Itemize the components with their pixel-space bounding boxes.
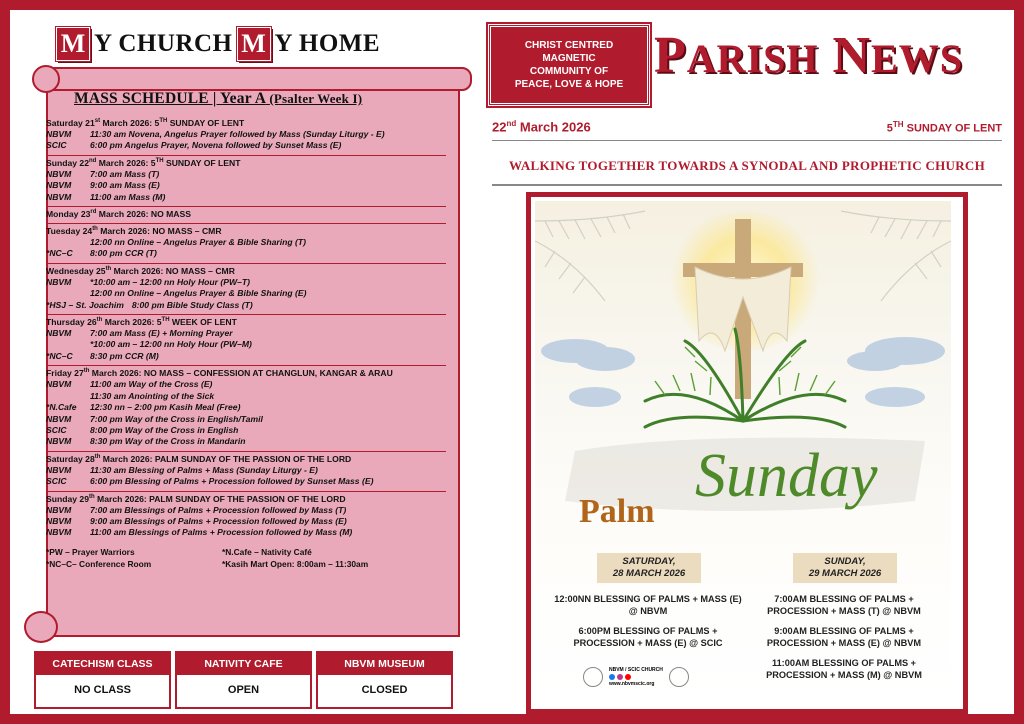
schedule-note: *Kasih Mart Open: 8:00am – 11:30am — [222, 558, 369, 569]
day-heading: Monday 23rd March 2026: NO MASS — [46, 209, 191, 220]
row-location: NBVM — [46, 527, 72, 538]
schedule-row — [46, 425, 446, 436]
day-heading: Wednesday 25th March 2026: NO MASS – CMR — [46, 265, 235, 276]
row-text: 6:00 pm Blessing of Palms + Procession followed by Sunset Mass (E) — [90, 476, 374, 487]
issue-date: 22nd March 2026 — [492, 119, 591, 135]
parish-news-title — [654, 26, 963, 85]
info-head-museum: NBVM MUSEUM — [318, 653, 451, 675]
row-text: 6:00 pm Angelus Prayer, Novena followed by Sunset Mass (E) — [90, 140, 342, 151]
row-location: NBVM — [46, 180, 72, 191]
info-head-catechism: CATECHISM CLASS — [36, 653, 169, 675]
day-heading: Saturday 21st March 2026: 5TH SUNDAY OF LENT — [46, 118, 245, 128]
newsletter-page — [10, 10, 1014, 714]
schedule-day — [46, 207, 446, 224]
row-text: 11:30 am Novena, Angelus Prayer followed by Mass (Sunday Liturgy - E) — [90, 129, 385, 139]
row-text: *10:00 am – 12:00 nn Holy Hour (PW–T) — [90, 276, 250, 287]
top-right-frond-icon — [841, 211, 951, 301]
info-value-museum: CLOSED — [318, 675, 451, 705]
scroll-top-left-curl — [32, 65, 60, 93]
day-heading: Friday 27th March 2026: NO MASS – CONFESSION AT CHANGLUN, KANGAR & ARAU — [46, 368, 393, 379]
schedule-row — [46, 391, 446, 402]
schedule-note: *N.Cafe – Nativity Café — [222, 546, 312, 557]
row-location: *NC–C — [46, 248, 73, 259]
brand-heading — [56, 24, 380, 64]
dateline — [492, 114, 1002, 141]
day-heading: Saturday 28th March 2026: PALM SUNDAY OF THE PASSION OF THE LORD — [46, 453, 352, 464]
saturday-services — [553, 593, 743, 657]
row-text: 8:00 pm Bible Study Class (T) — [131, 299, 253, 310]
palm-title: Palm — [579, 493, 655, 530]
brand-word-home: Y HOME — [274, 30, 381, 57]
saturday-service: 6:00PM BLESSING OF PALMS + PROCESSION + MASS (E) @ SCIC — [573, 626, 723, 648]
row-text: 7:00 am Mass (E) + Morning Prayer — [90, 328, 233, 339]
title-n: N — [832, 27, 872, 84]
synod-logo-icon — [669, 667, 689, 687]
row-location — [46, 237, 90, 248]
row-text: 11:00 am Blessings of Palms + Procession followed by Mass (M) — [90, 527, 353, 538]
row-text: 9:00 am Mass (E) — [90, 180, 160, 191]
schedule-row — [46, 505, 446, 516]
day-heading: Sunday 22nd March 2026: 5TH SUNDAY OF LENT — [46, 157, 241, 168]
schedule-row — [46, 436, 446, 447]
schedule-row — [46, 192, 446, 203]
row-text: 7:00 am Blessings of Palms + Procession followed by Mass (T) — [90, 504, 347, 515]
day-heading: Sunday 29th March 2026: PALM SUNDAY OF THE PASSION OF THE LORD — [46, 493, 346, 504]
schedule-notes — [46, 546, 446, 570]
schedule-row — [46, 476, 446, 487]
row-text: 12:30 nn – 2:00 pm Kasih Meal (Free) — [90, 402, 241, 413]
youtube-icon — [625, 674, 631, 680]
liturgical-sunday: 5TH SUNDAY OF LENT — [886, 119, 1002, 135]
schedule-day — [46, 452, 446, 492]
row-text: 8:00 pm CCR (T) — [90, 248, 157, 259]
sunday-date-badge: SUNDAY, 29 MARCH 2026 — [793, 553, 897, 583]
sunday-services — [749, 593, 939, 689]
title-arish: ARISH — [686, 36, 819, 81]
row-location: NBVM — [46, 464, 72, 475]
schedule-row — [46, 379, 446, 390]
brand-word-church: Y CHURCH — [94, 30, 233, 57]
schedule-day — [46, 156, 446, 207]
row-location: NBVM — [46, 504, 72, 515]
row-text: 8:30 pm Way of the Cross in Mandarin — [90, 436, 246, 447]
row-location: NBVM — [46, 413, 72, 424]
row-text: 11:00 am Mass (M) — [90, 191, 166, 202]
row-location: *N.Cafe — [46, 402, 77, 413]
schedule-row — [46, 288, 446, 299]
schedule-title: MASS SCHEDULE | Year A (Psalter Week I) — [74, 90, 363, 107]
poster-canvas — [535, 201, 951, 697]
row-location: NBVM — [46, 328, 72, 339]
schedule-row — [46, 129, 446, 140]
top-left-frond-icon — [535, 211, 645, 301]
church-logo-icon — [583, 667, 603, 687]
poster-footer — [583, 667, 689, 687]
schedule-note: *PW – Prayer Warriors — [46, 546, 135, 557]
tagline-3: COMMUNITY OF — [529, 66, 609, 77]
schedule-day — [46, 224, 446, 264]
schedule-day — [46, 264, 446, 315]
schedule-row — [46, 527, 446, 538]
scroll-bottom-curl — [24, 611, 58, 643]
sunday-service: 11:00AM BLESSING OF PALMS + PROCESSION + MASS (M) @ NBVM — [766, 658, 922, 680]
row-location: NBVM — [46, 129, 72, 139]
schedule-row — [46, 402, 446, 413]
schedule-row — [46, 300, 446, 311]
schedule-day — [46, 492, 446, 542]
row-text: 11:30 am Blessing of Palms + Mass (Sunday Liturgy - E) — [90, 464, 318, 475]
row-location: NBVM — [46, 168, 72, 179]
row-text: 8:00 pm Way of the Cross in English — [90, 424, 239, 435]
info-box-cafe — [175, 651, 312, 709]
row-location — [46, 339, 90, 350]
row-text: 7:00 pm Way of the Cross in English/Tamil — [90, 413, 263, 424]
tagline-1: CHRIST CENTRED — [524, 40, 614, 51]
motto-banner: WALKING TOGETHER TOWARDS A SYNODAL AND PROPHETIC CHURCH — [492, 148, 1002, 186]
row-location — [46, 288, 90, 299]
row-text: *10:00 am – 12:00 nn Holy Hour (PW–M) — [90, 339, 252, 350]
schedule-day — [46, 315, 446, 366]
info-value-catechism: NO CLASS — [36, 675, 169, 705]
row-location: SCIC — [46, 140, 67, 151]
instagram-icon — [617, 674, 623, 680]
sunday-script: Sunday — [695, 442, 878, 510]
clouds-left-icon — [541, 339, 635, 407]
schedule-day — [46, 116, 446, 156]
schedule-row — [46, 237, 446, 248]
title-p: P — [654, 27, 687, 84]
title-ews: EWS — [871, 36, 963, 81]
tagline-2: MAGNETIC — [542, 53, 596, 64]
schedule-row — [46, 169, 446, 180]
info-value-cafe: OPEN — [177, 675, 310, 705]
day-heading: Tuesday 24th March 2026: NO MASS – CMR — [46, 226, 222, 237]
schedule-row — [46, 414, 446, 425]
info-box-catechism — [34, 651, 171, 709]
row-text: 12:00 nn Online – Angelus Prayer & Bible Sharing (T) — [90, 237, 307, 248]
schedule-row — [46, 277, 446, 288]
schedule-row — [46, 516, 446, 527]
row-location — [46, 391, 90, 402]
schedule-row — [46, 351, 446, 362]
tagline-4: PEACE, LOVE & HOPE — [514, 79, 624, 90]
row-location: NBVM — [46, 276, 72, 287]
row-text: 12:00 nn Online – Angelus Prayer & Bible Sharing (E) — [90, 288, 307, 299]
row-location: *NC–C — [46, 350, 73, 361]
row-location: NBVM — [46, 379, 72, 390]
row-location: NBVM — [46, 191, 72, 202]
schedule-row — [46, 140, 446, 151]
saturday-date-badge: SATURDAY, 28 MARCH 2026 — [597, 553, 701, 583]
saturday-service: 12:00NN BLESSING OF PALMS + MASS (E) @ NBVM — [554, 594, 742, 616]
cross-icon — [683, 219, 803, 399]
row-text: 8:30 pm CCR (M) — [90, 350, 159, 361]
schedule-note: *NC–C– Conference Room — [46, 558, 152, 569]
sunday-service: 9:00AM BLESSING OF PALMS + PROCESSION + MASS (E) @ NBVM — [766, 626, 922, 648]
day-heading: Thursday 26th March 2026: 5TH WEEK OF LENT — [46, 317, 237, 328]
row-text: 11:00 am Way of the Cross (E) — [90, 379, 213, 390]
scroll-top-curl — [40, 67, 472, 91]
tagline-box — [488, 24, 650, 106]
clouds-right-icon — [847, 337, 945, 407]
schedule-row — [46, 180, 446, 191]
sunday-service: 7:00AM BLESSING OF PALMS + PROCESSION + MASS (T) @ NBVM — [767, 594, 921, 616]
facebook-icon — [609, 674, 615, 680]
row-text: 7:00 am Mass (T) — [90, 168, 160, 179]
brand-m-box-1: M — [56, 27, 90, 61]
row-text: 11:30 am Anointing of the Sick — [90, 390, 215, 401]
row-location: *HSJ – St. Joachim — [46, 299, 124, 310]
mass-schedule — [46, 90, 446, 570]
schedule-days — [46, 116, 446, 542]
row-location: NBVM — [46, 515, 72, 526]
row-location: NBVM — [46, 436, 72, 447]
schedule-row — [46, 465, 446, 476]
info-head-cafe: NATIVITY CAFE — [177, 653, 310, 675]
social-icons — [609, 674, 663, 680]
info-box-museum — [316, 651, 453, 709]
row-text: 9:00 am Blessings of Palms + Procession followed by Mass (E) — [90, 515, 347, 526]
footer-text: NBVM / SCIC CHURCH www.nbvmscic.org — [609, 667, 663, 687]
brand-m-box-2: M — [237, 27, 271, 61]
schedule-row — [46, 328, 446, 339]
row-location: SCIC — [46, 476, 67, 487]
schedule-day — [46, 366, 446, 451]
schedule-row — [46, 248, 446, 259]
palm-sunday-poster — [526, 192, 968, 714]
schedule-row — [46, 339, 446, 350]
row-location: SCIC — [46, 424, 67, 435]
